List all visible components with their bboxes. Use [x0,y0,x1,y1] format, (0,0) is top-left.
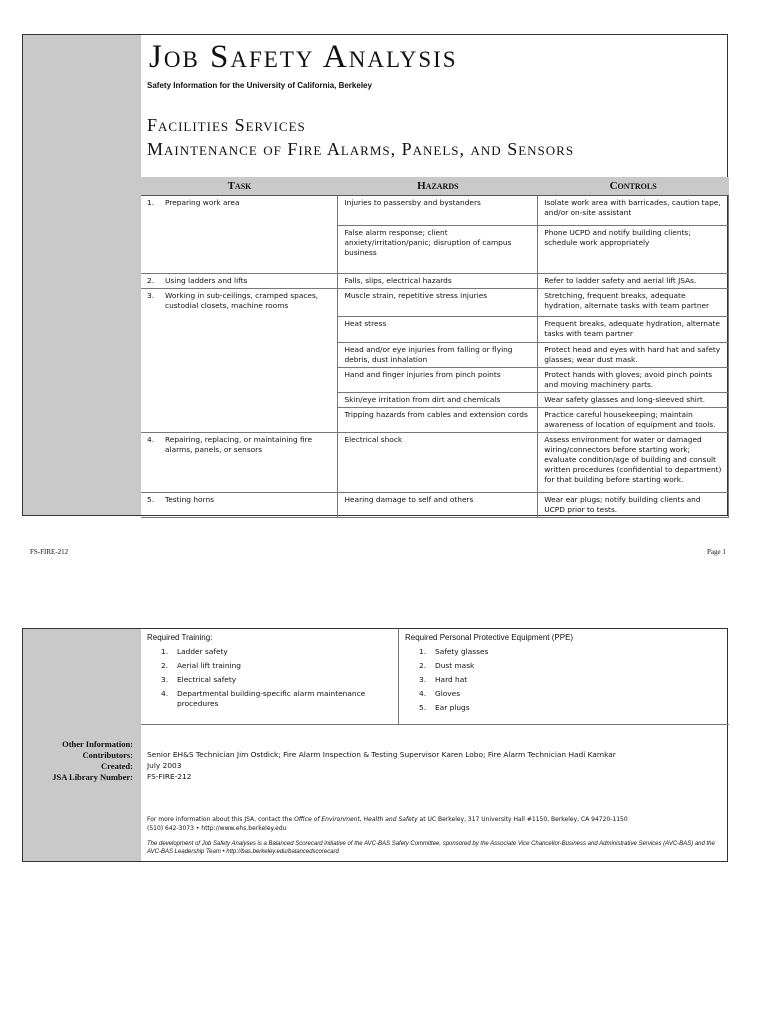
task-text: Preparing work area [165,198,240,207]
control-cell: Protect head and eyes with hard hat and safety glasses; wear dust mask. [538,343,729,368]
hazard-cell: Skin/eye irritation from dirt and chemicals [338,393,538,408]
task-text: Repairing, replacing, or maintaining fire alarms, panels, or sensors [165,435,313,454]
development-note: The development of Job Safety Analyses is a Balanced Scorecard initiative of the AVC-BAS Safety Committee, sponsored by the Associate Vice Chancellor-Business and Administrative Services (AVC-BAS) and the AVC-BAS Leadership Team • http://bas.berkeley.edu/balancedscorecard [147,841,715,855]
list-item: 1. Ladder safety [161,647,228,656]
control-cell: Assess environment for water or damaged wiring/connectors before starting work; evaluate condition/age of building and consult written procedures (confidential to department) for that building before starting work. [538,433,729,493]
table-row [141,433,729,493]
list-item: 4. Departmental building-specific alarm maintenance procedures [161,689,366,708]
contact-phone-web: (510) 642-3073 • http://www.ehs.berkeley.edu [147,825,287,832]
training-list [161,647,377,713]
list-item: 4. Gloves [419,689,461,698]
task-cell [141,433,338,493]
task-cell [141,493,338,518]
hazard-cell: Electrical shock [338,433,538,493]
page-2 [22,628,728,862]
required-training-label: Required Training: [147,633,213,642]
hazard-cell: Hand and finger injuries from pinch points [338,368,538,393]
list-item: 2. Aerial lift training [161,661,241,670]
control-cell: Protect hands with gloves; avoid pinch points and moving machinery parts. [538,368,729,393]
control-cell: Isolate work area with barricades, caution tape, and/or on-site assistant [538,196,729,226]
hazard-cell: Head and/or eye injuries from falling or flying debris, dust inhalation [338,343,538,368]
document-code: FS-FIRE-212 [30,548,69,556]
task-number: 1. [147,198,155,207]
jsa-table [141,177,729,518]
task-number: 4. [147,435,155,444]
list-item: 3. Hard hat [419,675,468,684]
header-hazards: Hazards [338,177,538,196]
contributors-value: Senior EH&S Technician Jim Ostdick; Fire Alarm Inspection & Testing Supervisor Karen Lobo; Fire Alarm Technician Hadi Kamkar [147,750,616,759]
header-controls: Controls [538,177,729,196]
control-cell: Stretching, frequent breaks, adequate hydration, alternate tasks with team partner [538,289,729,317]
list-item: 3. Electrical safety [161,675,237,684]
task-text: Working in sub-ceilings, cramped spaces, custodial closets, machine rooms [165,291,319,310]
page-1 [22,34,728,516]
task-number: 5. [147,495,155,504]
info-values [147,749,616,782]
header-task: Task [141,177,338,196]
contributors-label: Contributors: [82,750,133,760]
page-number: Page 1 [707,548,726,556]
task-cell [141,196,338,274]
hazard-cell: Tripping hazards from cables and extension cords [338,408,538,433]
list-item: 2. Dust mask [419,661,475,670]
required-ppe-label: Required Personal Protective Equipment (PPE) [405,633,574,642]
task-text: Testing horns [165,495,214,504]
contact-info [147,815,717,833]
page-1-content [141,35,727,515]
table-row [141,196,729,226]
hazard-cell: Heat stress [338,317,538,343]
hazard-cell: False alarm response; client anxiety/irritation/panic; disruption of campus business [338,226,538,274]
control-cell: Refer to ladder safety and aerial lift JSAs. [538,274,729,289]
list-item: 1. Safety glasses [419,647,489,656]
contact-office-link[interactable]: Office of Environment, Health and Safety [294,816,418,823]
library-number-label: JSA Library Number: [52,772,133,782]
other-info-label: Other Information: [62,739,133,749]
section-title-department: Facilities Services [147,115,306,135]
task-cell [141,274,338,289]
document-title: Job Safety Analysis [149,39,458,75]
library-number-value: FS-FIRE-212 [147,772,192,781]
section-title-activity: Maintenance of Fire Alarms, Panels, and Sensors [147,139,575,159]
table-row [141,493,729,518]
table-row [141,274,729,289]
contact-address: at UC Berkeley, 317 University Hall #1150, Berkeley, CA 94720-1150 [417,816,628,823]
table-row [141,289,729,317]
control-cell: Wear safety glasses and long-sleeved shirt. [538,393,729,408]
created-value: July 2003 [147,761,182,770]
hazard-cell: Muscle strain, repetitive stress injuries [338,289,538,317]
sidebar-band [23,35,141,515]
hazard-cell: Falls, slips, electrical hazards [338,274,538,289]
task-cell [141,289,338,433]
task-number: 2. [147,276,155,285]
task-number: 3. [147,291,155,300]
contact-prefix: For more information about this JSA, contact the [147,816,295,823]
required-training-box [141,629,399,725]
hazard-cell: Injuries to passersby and bystanders [338,196,538,226]
control-cell: Wear ear plugs; notify building clients and UCPD prior to tests. [538,493,729,518]
ppe-list [419,647,635,717]
control-cell: Phone UCPD and notify building clients; schedule work appropriately [538,226,729,274]
document-subtitle: Safety Information for the University of California, Berkeley [147,81,372,90]
required-ppe-box [399,629,729,725]
created-label: Created: [101,761,133,771]
info-labels [52,739,133,783]
hazard-cell: Hearing damage to self and others [338,493,538,518]
list-item: 5. Ear plugs [419,703,470,712]
control-cell: Frequent breaks, adequate hydration, alternate tasks with team partner [538,317,729,343]
control-cell: Practice careful housekeeping; maintain awareness of location of equipment and tools. [538,408,729,433]
task-text: Using ladders and lifts [165,276,248,285]
